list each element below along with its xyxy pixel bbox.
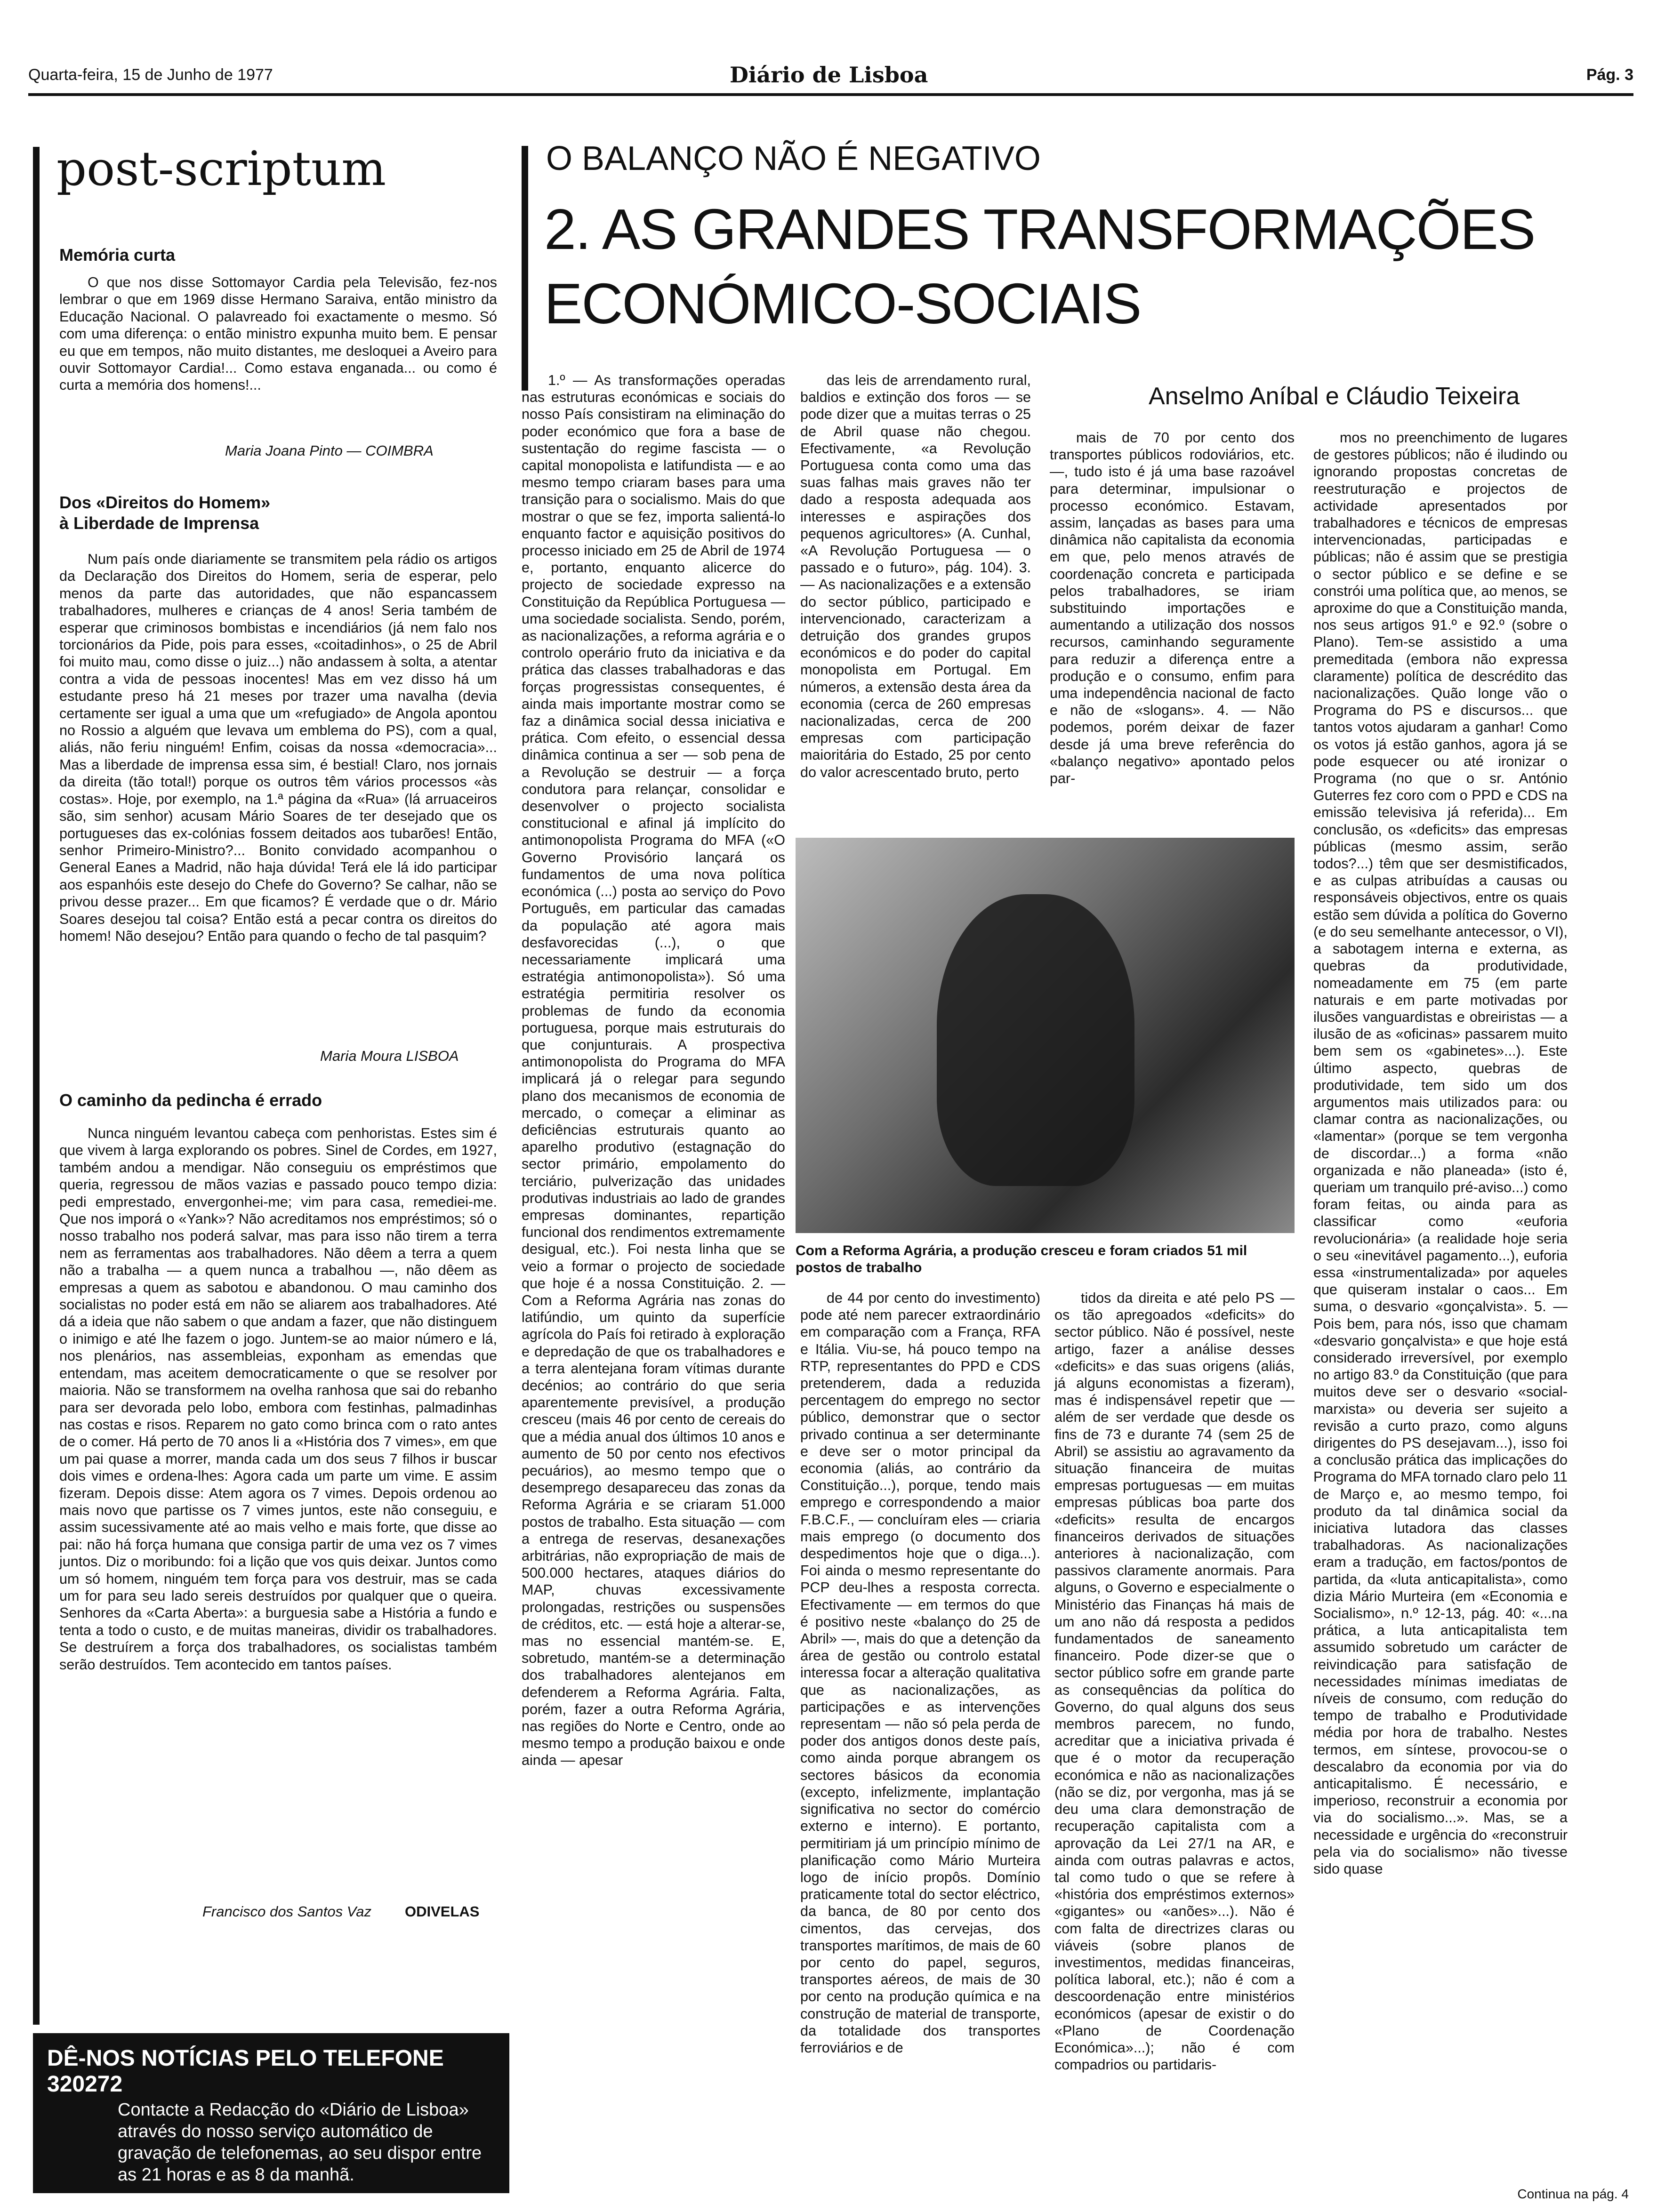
letter-body: Num país onde diariamente se transmitem pela rádio os artigos da Declaração dos Direitos do Homem, seria de esperar, pelo menos da parte das autoridades, que não espancassem trabalhadores, mulheres e crianças de 4 anos! Seria também de esperar que criminosos bombistas e incendiários (já nem falo nos torcionários da Pide, pois para esses, «coitadinhos», o 25 de Abril foi muito mau, como disse o juiz...) não andassem à solta, a atentar contra a vida de pessoas inocentes! Mas em vez disso há um estudante preso há 21 meses por trazer uma navalha (devia certamente ser igual a uma que um «refugiado» de Angola apontou no Rossio a alguém que levava um emblema do PS), com a qual, aliás, não feriu ninguém! Enfim, coisas da nossa «democracia»... Mas a liberdade de imprensa essa sim, é bestial! Claro, nos jornais da direita (tão total!) porque os outros têm vários processos «às costas». Hoje, por exemplo, na 1.ª página da «Rua» (lá arruaceiros são, sim senhor) acusam Mário Soares de ter desejado que os portugueses das ex-colónias fossem deitados aos tubarões! Então, senhor Primeiro-Ministro?... Bonito convidado acompanhou o General Eanes a Madrid, não haja dúvida! Terá ele lá ido participar aos espanhóis este desejo do Chefe do Governo? Se calhar, não se privou desse prazer... Em que ficamos? É verdade que o dr. Mário Soares desejou tal coisa? Então está a pecar contra os direitos do homem! Não desejou? Então para quando o fecho de tal pasquim?: [59, 551, 497, 944]
letter-body: O que nos disse Sottomayor Cardia pela Televisão, fez-nos lembrar o que em 1969 disse Hermano Saraiva, então ministro da Educação Nacional. O palavreado foi exactamente o mesmo. Só com uma diferença: o então ministro expunha muito bem. E pensar eu que em tempos, não muito distantes, me desloquei a Aveiro para ouvir Sottomayor Cardia!... Como estava enganada... ou como é curta a memória dos homens!...: [59, 274, 497, 393]
contact-box: [33, 2033, 509, 2193]
letter-signature: Francisco dos Santos Vaz: [202, 1903, 371, 1920]
article-headline: [544, 192, 1535, 341]
article-kicker: O BALANÇO NÃO É NEGATIVO: [546, 140, 1041, 177]
article-column-2-top: das leis de arrendamento rural, baldios e extinção dos foros — se pode dizer que a muitas terras o 25 de Abril quase não chegou. Efectivamente, «a Revolução Portuguesa conta como uma das suas falhas mais graves não ter dado a resposta adequada aos interesses e aspirações dos pequenos agricultores» (A. Cunhal, «A Revolução Portuguesa — o passado e o futuro», pág. 104). 3. — As nacionalizações e a extensão do sector público, participado e intervencionado, caracterizam a detruição dos grandes grupos económicos e do poder do capital monopolista em Portugal. Em números, a extensão desta área da economia (cerca de 260 empresas nacionalizadas, cerca de 200 empresas com participação maioritária do Estado, 25 por cento do valor acrescentado bruto, perto: [800, 372, 1031, 780]
article-column-3-top: mais de 70 por cento dos transportes públicos rodoviários, etc. —, tudo isto é já uma base razoável para determinar, impulsionar o processo económico. Estavam, assim, lançadas as bases para uma dinâmica não capitalista da economia em que, pelo menos através de coordenação concreta e participada pelos trabalhadores, se iriam substituindo importações e aumentando a utilização dos nossos recursos, caminhando seguramente para reduzir a diferença entre a produção e o consumo, enfim para uma independência nacional de facto e não de «slogans». 4. — Não podemos, porém deixar de fazer desde já uma breve referência do «balanço negativo» apontado pelos par-: [1050, 430, 1295, 787]
letter-signature: Maria Moura LISBOA: [320, 1048, 459, 1064]
article-column-1: 1.º — As transformações operadas nas estruturas económicas e sociais do nosso País consistiram na eliminação do poder económico que fora a base de sustentação do regime fascista — o capital monopolista e latifundista — e ao mesmo tempo criaram bases para uma transição para o socialismo. Mais do que mostrar o que se fez, importa salientá-lo enquanto factor e aquisição positivos do processo iniciado em 25 de Abril de 1974 e, portanto, enquanto alicerce do projecto de sociedade expresso na Constituição da República Portuguesa — uma sociedade socialista. Sendo, porém, as nacionalizações, a reforma agrária e o controlo operário fruto da iniciativa e da prática das classes trabalhadoras e das forças progressistas consequentes, é ainda mais importante mostrar como se faz a dinâmica social dessa iniciativa e prática. Com efeito, o essencial dessa dinâmica continua a ser — sob pena de a Revolução se destruir — a força condutora para relançar, consolidar e desenvolver o projecto socialista constitucional e afinal já implícito do antimonopolista Programa do MFA («O Governo Provisório lançará os fundamentos de uma nova política económica (...) posta ao serviço do Povo Português, em particular das camadas da população até agora mais desfavorecidas (...), o que necessariamente implicará uma estratégia antimonopolista»). Só uma estratégia permitiria resolver os problemas de fundo da economia portuguesa, porque mais estruturais do que conjunturais. A prospectiva antimonopolista do Programa do MFA implicará já o relegar para segundo plano dos mecanismos de economia de mercado, o começar a eliminar as deficiências estruturais quanto ao aparelho produtivo (estagnação do sector primário, empolamento do terciário, pulverização das unidades produtivas industriais ao lado de grandes empresas dominantes, repartição funcional dos rendimentos extremamente desigual, etc.). Foi nesta linha que se veio a formar o projecto de sociedade que hoje é a nossa Constituição. 2. — Com a Reforma Agrária nas zonas do latifúndio, um quinto da superfície agrícola do País foi retirado à exploração e depredação de que os trabalhadores e a terra alentejana foram vítimas durante decénios; ao contrário do que seria aparentemente previsível, a produção cresceu (mais 46 por cento de cereais do que a média anual dos últimos 10 anos e aumento de 50 por cento nos efectivos pecuários), ao mesmo tempo que o desemprego desapareceu das zonas da Reforma Agrária e se criaram 51.000 postos de trabalho. Esta situação — com a entrega de reservas, desanexações arbitrárias, não expropriação de mais de 500.000 hectares, ataques diários do MAP, chuvas excessivamente prolongadas, restrições ou suspensões de créditos, etc. — está hoje a alterar-se, mas no essencial mantém-se. E, sobretudo, mantém-se a determinação dos trabalhadores alentejanos em defenderem a Reforma Agrária. Falta, porém, fazer a outra Reforma Agrária, nas regiões do Norte e Centro, onde ao mesmo tempo a produção baixou e onde ainda — apesar: [522, 372, 785, 1769]
header-rule: [28, 93, 1633, 96]
headline-line: 2. AS GRANDES TRANSFORMAÇÕES: [544, 197, 1535, 261]
letter-heading: Memória curta: [59, 245, 176, 264]
article-author: Anselmo Aníbal e Cláudio Teixeira: [1149, 383, 1520, 410]
photo-figure: [937, 894, 1134, 1186]
article-column-2-bottom: de 44 por cento do investimento) pode até nem parecer extraordinário em comparação com a França, RFA e Itália. Viu-se, há pouco tempo na RTP, representantes do PPD e CDS pretenderem, dada a reduzida percentagem do emprego no sector público, demonstrar que o sector privado continua a ser determinante e deve ser o motor principal da economia (aliás, ao contrário da Constituição...), porque, tendo mais emprego e correspondendo a maior F.B.C.F., — concluíram eles — criaria mais emprego (o documento dos despedimentos hoje que o diga...). Foi ainda o mesmo representante do PCP deu-lhes a resposta correcta. Efectivamente — em termos do que é positivo neste «balanço do 25 de Abril» —, mais do que a detenção da área de gestão ou controlo estatal interessa focar a alteração qualitativa que as nacionalizações, as participações e as intervenções representam — não só pela perda de poder dos antigos donos deste país, como ainda porque abrangem os sectores básicos da economia (excepto, infelizmente, implantação significativa no sector do comércio externo e interno). E portanto, permitiriam já um princípio mínimo de planificação como Mário Murteira logo de início propôs. Domínio praticamente total do sector eléctrico, da banca, de 80 por cento dos cimentos, das cervejas, dos transportes marítimos, de mais de 60 por cento do papel, seguros, transportes aéreos, de mais de 30 por cento na produção química e na construção de material de transporte, da totalidade dos transportes ferroviários e de: [800, 1290, 1040, 2056]
newspaper-title: Diário de Lisboa: [730, 62, 928, 88]
letter-signature: Maria Joana Pinto — COIMBRA: [225, 442, 434, 459]
photo-caption: Com a Reforma Agrária, a produção cresceu e foram criados 51 mil postos de trabalho: [796, 1243, 1247, 1275]
headline-bar: [522, 146, 528, 391]
letter-heading: O caminho da pedincha é errado: [59, 1090, 322, 1110]
page-number: Pág. 3: [1586, 66, 1633, 84]
contact-heading: DÊ-NOS NOTÍCIAS PELO TELEFONE 320272: [47, 2046, 444, 2097]
letter-signature-place: ODIVELAS: [405, 1903, 480, 1920]
letter-heading: à Liberdade de Imprensa: [59, 513, 259, 533]
postscriptum-title: post-scriptum: [56, 141, 386, 196]
headline-line: ECONÓMICO-SOCIAIS: [544, 272, 1141, 336]
news-photo: [796, 838, 1295, 1233]
page-header: [28, 62, 1633, 88]
contact-body: Contacte a Redacção do «Diário de Lisboa» através do nosso serviço automático de gravação de telefonemas, ao seu dispor entre as 21 horas e as 8 da manhã.: [118, 2100, 482, 2185]
letter-heading: Dos «Direitos do Homem»: [59, 493, 271, 512]
continuation-note: Continua na pág. 4: [1517, 2187, 1629, 2201]
article-column-3-bottom: tidos da direita e até pelo PS — os tão apregoados «deficits» do sector público. Não é possível, neste artigo, fazer a análise desses «deficits» e das suas origens (aliás, já alguns economistas a fizeram), mas é indispensável repetir que — além de ser verdade que desde os fins de 73 e durante 74 (sem 25 de Abril) se assistiu ao agravamento da situação financeira de muitas empresas portuguesas — em muitas empresas públicas boa parte dos «deficits» resulta de encargos financeiros derivados de situações anteriores à nacionalização, com passivos claramente anormais. Para alguns, o Governo e especialmente o Ministério das Finanças há mais de um ano não dá resposta a pedidos fundamentados de saneamento financeiro. Pode dizer-se que o sector público sofre em grande parte as consequências da política do Governo, do qual alguns dos seus membros parecem, no fundo, acreditar que a iniciativa privada é que é o motor da recuperação económica e não as nacionalizações (não se diz, por vergonha, mas já se deu uma clara demonstração de recuperação capitalista com a aprovação da Lei 27/1 na AR, e ainda com outras palavras e actos, tal como tudo o que se refere à «história dos empréstimos externos» «gigantes» ou «anões»...). Não é com falta de directrizes claras ou viáveis (sobre planos de investimentos, medidas financeiras, política laboral, etc.); não é com a descoordenação entre ministérios económicos (apesar de existir o do «Plano de Coordenação Económica»...); não é com compadrios ou partidaris-: [1054, 1290, 1295, 2073]
article-column-4: mos no preenchimento de lugares de gestores públicos; não é iludindo ou ignorando propostas concretas de reestruturação e projectos de actividade apresentados por trabalhadores e técnicos de empresas intervencionadas, participadas e públicas; não é assim que se prestigia o sector público e se define e se constrói uma política que, ao menos, se aproxime do que a Constituição manda, nos seus artigos 91.º e 92.º (sobre o Plano). Tem-se assistido a uma premeditada (embora não expressa claramente) política de descrédito das nacionalizações. Quão longe vão o Programa do PS e discursos... que tantos votos ajudaram a ganhar! Como os votos já estão ganhos, agora já se pode esquecer ou até ironizar o Programa (no que o sr. António Guterres fez coro com o PPD e CDS na emissão televisiva já referida)... Em conclusão, os «deficits» das empresas públicas (mesmo assim, serão todos?...) têm que ser desmistificados, e as culpas atribuídas a causas ou responsáveis objectivos, entre os quais estão sem dúvida a política do Governo (e do seu semelhante antecessor, o VI), a sabotagem interna e externa, as quebras da produtividade, nomeadamente em 75 (em parte naturais e em parte motivadas por ilusões vanguardistas e obreiristas — a ilusão de as «oficinas» passarem muito bem sem os «gabinetes»...). Este último aspecto, quebras de produtividade, tem sido um dos argumentos mais utilizados para: ou clamar contra as nacionalizações, ou «lamentar» (porque se tem vergonha de discordar...) a forma «não organizada e não planeada» (isto é, queriam um tranquilo pré-aviso...) como foram feitas, ou ainda para as classificar como «euforia revolucionária» (a realidade hoje seria o seu «inevitável pagamento...), euforia essa «instrumentalizada» por aqueles que quiseram instalar o caos... Em suma, o desvario «gonçalvista». 5. — Pois bem, para nós, isso que chamam «desvario gonçalvista» e que hoje está considerado irreversível, por exemplo no artigo 83.º da Constituição (que para muitos deve ser o desvario «social-marxista» ou deveria ser sujeito a revisão a curto prazo, como alguns dirigentes do PS desejavam...), isso foi a conclusão prática das implicações do Programa do MFA tornado claro pelo 11 de Março e, ao mesmo tempo, foi produto da tal dinâmica social da iniciativa lutadora das classes trabalhadoras. As nacionalizações eram a tradução, em factos/pontos de partida, da «luta anticapitalista», como dizia Mário Murteira (em «Economia e Socialismo», n.º 12-13, pág. 40: «...na prática, a luta anticapitalista tem assumido sobretudo um carácter de reivindicação para satisfação de necessidades mínimas imediatas de níveis de consumo, com redução do tempo de trabalho e Produtividade média por hora de trabalho. Nestes termos, em síntese, provocou-se o descalabro da economia por via do anticapitalismo. É necessário, e imperioso, reconstruir a economia por via do socialismo...». Mas, se a necessidade e urgência do «reconstruir pela via do socialismo» não tivesse sido quase: [1313, 430, 1568, 1877]
issue-date: Quarta-feira, 15 de Junho de 1977: [28, 66, 273, 84]
letter-body: Nunca ninguém levantou cabeça com penhoristas. Estes sim é que vivem à larga explorando os pobres. Sinel de Cordes, em 1927, também andou a mendigar. Não conseguiu os empréstimos que queria, regressou de mãos vazias e passado pouco tempo dizia: pedi emprestado, envergonhei-me; vim para casa, remediei-me. Que nos imporá o «Yank»? Não acreditamos nos empréstimos; só o nosso trabalho nos poderá salvar, mas para isso não tirem a terra nem as ferramentas aos trabalhadores. Não dêem a terra a quem não a trabalha — a quem nunca a trabalhou —, não dêem as empresas a quem as sabotou e abandonou. O mau caminho dos socialistas no poder está em não se aliarem aos trabalhadores. Até dá a ideia que não sabem o que andam a fazer, que não distinguem o inimigo e até lhe fazem o jogo. Juntem-se ao maior número e lá, nos plenários, nas assembleias, exponham as emendas que entendam, mas aceitem democraticamente o que se resolver por maioria. Não se transformem na ovelha ranhosa que sai do rebanho para ser devorada pelo lobo, embora com festinhas, palmadinhas nas costas e risos. Reparem no gato como brinca com o rato antes de o comer. Há perto de 70 anos li a «História dos 7 vimes», em que um pai quase a morrer, manda cada um dos seus 7 filhos ir buscar dois vimes e ordena-lhes: Agora cada um parte um vime. E assim fizeram. Depois disse: Atem agora os 7 vimes. Depois ordenou ao mais novo que partisse os 7 vimes juntos, este não conseguiu, e assim sucessivamente até ao mais velho e mais forte, que disse ao pai: não há força humana que consiga partir de uma vez os 7 vimes juntos. Diz o moribundo: foi a lição que vos quis deixar. Juntos como um só homem, ninguém tem força para vos destruir, mas se cada um for para seu lado sereis destruídos por qualquer que o queira. Senhores da «Carta Aberta»: a burguesia sabe a História a fundo e tenta a todo o custo, e de muitas maneiras, dividir os trabalhadores. Se destruírem a força dos trabalhadores, os socialistas também serão destruídos. Tem acontecido em tantos países.: [59, 1125, 497, 1673]
